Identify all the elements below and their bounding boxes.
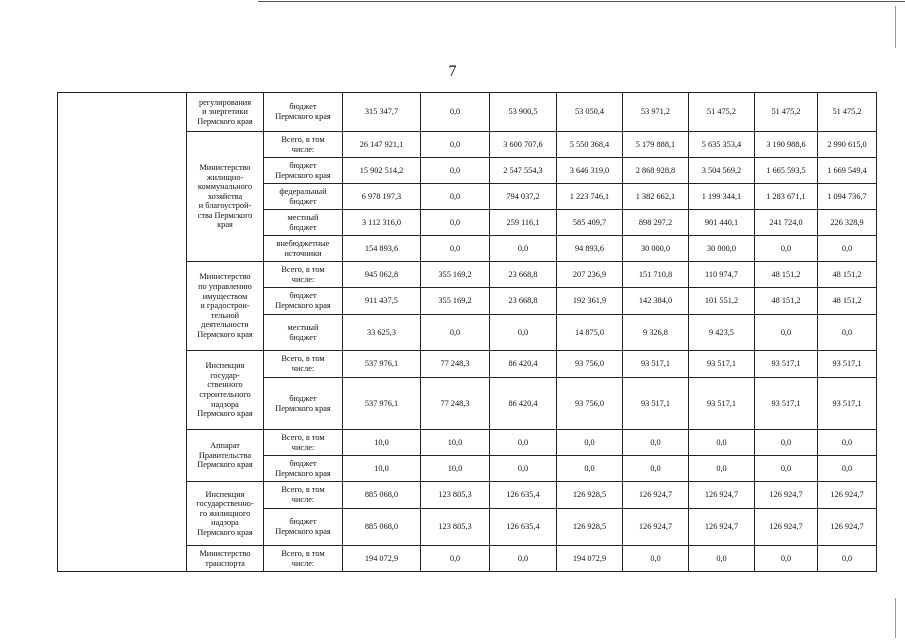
organization-cell: Аппарат Правительства Пермского края (187, 430, 264, 482)
funding-source-cell: Всего, в том числе: (264, 351, 343, 378)
value-cell: 1 669 549,4 (818, 158, 877, 184)
value-cell: 0,0 (623, 546, 689, 572)
value-cell: 48 151,2 (755, 288, 818, 315)
organization-cell: Министерство транспорта (187, 546, 264, 572)
value-cell: 0,0 (623, 430, 689, 456)
value-cell: 537 976,1 (343, 378, 421, 430)
value-cell: 51 475,2 (689, 93, 755, 132)
value-cell: 126 924,7 (623, 482, 689, 509)
value-cell: 93 517,1 (689, 351, 755, 378)
value-cell: 259 116,1 (490, 210, 557, 236)
value-cell: 194 072,9 (343, 546, 421, 572)
value-cell: 86 420,4 (490, 351, 557, 378)
value-cell: 0,0 (490, 430, 557, 456)
value-cell: 77 248,3 (421, 351, 490, 378)
value-cell: 93 517,1 (755, 378, 818, 430)
value-cell: 901 440,1 (689, 210, 755, 236)
value-cell: 241 724,0 (755, 210, 818, 236)
value-cell: 123 805,3 (421, 482, 490, 509)
value-cell: 14 875,0 (557, 315, 623, 351)
value-cell: 5 179 888,1 (623, 132, 689, 158)
funding-source-cell: бюджет Пермского края (264, 509, 343, 546)
value-cell: 126 924,7 (755, 482, 818, 509)
funding-source-cell: федеральный бюджет (264, 184, 343, 210)
table-row (58, 93, 877, 132)
value-cell: 15 902 514,2 (343, 158, 421, 184)
organization-cell: Инспекция государ- ственного строительного надзора Пермского края (187, 351, 264, 430)
value-cell: 0,0 (818, 315, 877, 351)
value-cell: 2 990 615,0 (818, 132, 877, 158)
scan-edge-mark (895, 598, 896, 638)
value-cell: 101 551,2 (689, 288, 755, 315)
value-cell: 0,0 (490, 236, 557, 262)
value-cell: 48 151,2 (755, 262, 818, 288)
value-cell: 794 037,2 (490, 184, 557, 210)
value-cell: 2 547 554,3 (490, 158, 557, 184)
value-cell: 9 326,8 (623, 315, 689, 351)
value-cell: 0,0 (421, 158, 490, 184)
value-cell: 0,0 (755, 546, 818, 572)
organization-cell: регулирования и энергетики Пермского края (187, 93, 264, 132)
value-cell: 0,0 (689, 546, 755, 572)
value-cell: 0,0 (421, 184, 490, 210)
value-cell: 226 328,9 (818, 210, 877, 236)
value-cell: 911 437,5 (343, 288, 421, 315)
value-cell: 126 635,4 (490, 509, 557, 546)
value-cell: 585 409,7 (557, 210, 623, 236)
value-cell: 2 868 928,8 (623, 158, 689, 184)
value-cell: 0,0 (755, 236, 818, 262)
value-cell: 355 169,2 (421, 288, 490, 315)
value-cell: 93 517,1 (818, 378, 877, 430)
value-cell: 51 475,2 (818, 93, 877, 132)
value-cell: 1 094 736,7 (818, 184, 877, 210)
value-cell: 0,0 (421, 315, 490, 351)
value-cell: 1 283 671,1 (755, 184, 818, 210)
value-cell: 30 000,0 (689, 236, 755, 262)
funding-source-cell: Всего, в том числе: (264, 482, 343, 509)
value-cell: 3 600 707,6 (490, 132, 557, 158)
value-cell: 86 420,4 (490, 378, 557, 430)
value-cell: 6 978 197,3 (343, 184, 421, 210)
value-cell: 0,0 (755, 430, 818, 456)
value-cell: 23 668,8 (490, 288, 557, 315)
value-cell: 0,0 (421, 132, 490, 158)
organization-cell: Министерство жилищно- коммунального хозяйства и благоустрой- ства Пермского края (187, 132, 264, 262)
funding-source-cell: бюджет Пермского края (264, 456, 343, 482)
value-cell: 5 635 353,4 (689, 132, 755, 158)
value-cell: 1 665 593,5 (755, 158, 818, 184)
value-cell: 0,0 (818, 546, 877, 572)
value-cell: 945 062,8 (343, 262, 421, 288)
value-cell: 3 646 319,0 (557, 158, 623, 184)
value-cell: 0,0 (689, 430, 755, 456)
value-cell: 5 550 368,4 (557, 132, 623, 158)
funding-source-cell: Всего, в том числе: (264, 132, 343, 158)
value-cell: 93 517,1 (623, 351, 689, 378)
value-cell: 53 900,5 (490, 93, 557, 132)
value-cell: 126 635,4 (490, 482, 557, 509)
value-cell: 0,0 (557, 430, 623, 456)
funding-source-cell: бюджет Пермского края (264, 378, 343, 430)
value-cell: 192 361,9 (557, 288, 623, 315)
value-cell: 0,0 (421, 93, 490, 132)
funding-source-cell: Всего, в том числе: (264, 546, 343, 572)
funding-source-cell: бюджет Пермского края (264, 158, 343, 184)
value-cell: 123 805,3 (421, 509, 490, 546)
funding-source-cell: местный бюджет (264, 210, 343, 236)
value-cell: 51 475,2 (755, 93, 818, 132)
value-cell: 0,0 (421, 210, 490, 236)
value-cell: 126 924,7 (818, 509, 877, 546)
value-cell: 207 236,9 (557, 262, 623, 288)
value-cell: 126 928,5 (557, 482, 623, 509)
value-cell: 10,0 (421, 430, 490, 456)
value-cell: 10,0 (343, 430, 421, 456)
value-cell: 0,0 (689, 456, 755, 482)
organization-cell: Инспекция государственно- го жилищного надзора Пермского края (187, 482, 264, 546)
value-cell: 126 924,7 (623, 509, 689, 546)
value-cell: 154 893,6 (343, 236, 421, 262)
funding-source-cell: местный бюджет (264, 315, 343, 351)
value-cell: 0,0 (818, 456, 877, 482)
funding-source-cell: бюджет Пермского края (264, 288, 343, 315)
value-cell: 3 112 316,0 (343, 210, 421, 236)
value-cell: 10,0 (343, 456, 421, 482)
value-cell: 0,0 (818, 236, 877, 262)
value-cell: 33 625,3 (343, 315, 421, 351)
value-cell: 126 924,7 (755, 509, 818, 546)
value-cell: 93 756,0 (557, 351, 623, 378)
value-cell: 126 924,7 (689, 509, 755, 546)
value-cell: 48 151,2 (818, 288, 877, 315)
value-cell: 77 248,3 (421, 378, 490, 430)
value-cell: 142 384,0 (623, 288, 689, 315)
value-cell: 126 924,7 (689, 482, 755, 509)
value-cell: 3 190 988,6 (755, 132, 818, 158)
value-cell: 0,0 (490, 546, 557, 572)
value-cell: 93 517,1 (755, 351, 818, 378)
value-cell: 93 517,1 (818, 351, 877, 378)
value-cell: 1 199 344,1 (689, 184, 755, 210)
funding-source-cell: внебюджетные источники (264, 236, 343, 262)
value-cell: 126 928,5 (557, 509, 623, 546)
budget-table (57, 92, 877, 572)
value-cell: 0,0 (755, 315, 818, 351)
value-cell: 48 151,2 (818, 262, 877, 288)
value-cell: 93 517,1 (623, 378, 689, 430)
value-cell: 9 423,5 (689, 315, 755, 351)
value-cell: 194 072,9 (557, 546, 623, 572)
value-cell: 110 974,7 (689, 262, 755, 288)
value-cell: 151 710,8 (623, 262, 689, 288)
blank-column-cell (58, 93, 187, 572)
funding-source-cell: Всего, в том числе: (264, 430, 343, 456)
value-cell: 26 147 921,1 (343, 132, 421, 158)
scan-edge-mark (895, 6, 896, 48)
value-cell: 315 347,7 (343, 93, 421, 132)
value-cell: 0,0 (490, 315, 557, 351)
value-cell: 1 382 662,1 (623, 184, 689, 210)
value-cell: 1 223 746,1 (557, 184, 623, 210)
value-cell: 126 924,7 (818, 482, 877, 509)
value-cell: 355 169,2 (421, 262, 490, 288)
funding-source-cell: бюджет Пермского края (264, 93, 343, 132)
value-cell: 537 976,1 (343, 351, 421, 378)
value-cell: 30 000,0 (623, 236, 689, 262)
value-cell: 94 893,6 (557, 236, 623, 262)
value-cell: 0,0 (421, 236, 490, 262)
page-number: 7 (448, 63, 457, 80)
value-cell: 0,0 (818, 430, 877, 456)
value-cell: 885 068,0 (343, 482, 421, 509)
value-cell: 885 068,0 (343, 509, 421, 546)
value-cell: 0,0 (490, 456, 557, 482)
header-rule (258, 1, 905, 2)
value-cell: 0,0 (557, 456, 623, 482)
value-cell: 93 517,1 (689, 378, 755, 430)
value-cell: 53 971,2 (623, 93, 689, 132)
value-cell: 93 756,0 (557, 378, 623, 430)
value-cell: 0,0 (755, 456, 818, 482)
funding-source-cell: Всего, в том числе: (264, 262, 343, 288)
value-cell: 898 297,2 (623, 210, 689, 236)
value-cell: 3 504 569,2 (689, 158, 755, 184)
value-cell: 0,0 (421, 546, 490, 572)
value-cell: 0,0 (623, 456, 689, 482)
value-cell: 53 050,4 (557, 93, 623, 132)
value-cell: 10,0 (421, 456, 490, 482)
organization-cell: Министерство по управлению имуществом и градострои- тельной деятельности Пермского края (187, 262, 264, 351)
value-cell: 23 668,8 (490, 262, 557, 288)
